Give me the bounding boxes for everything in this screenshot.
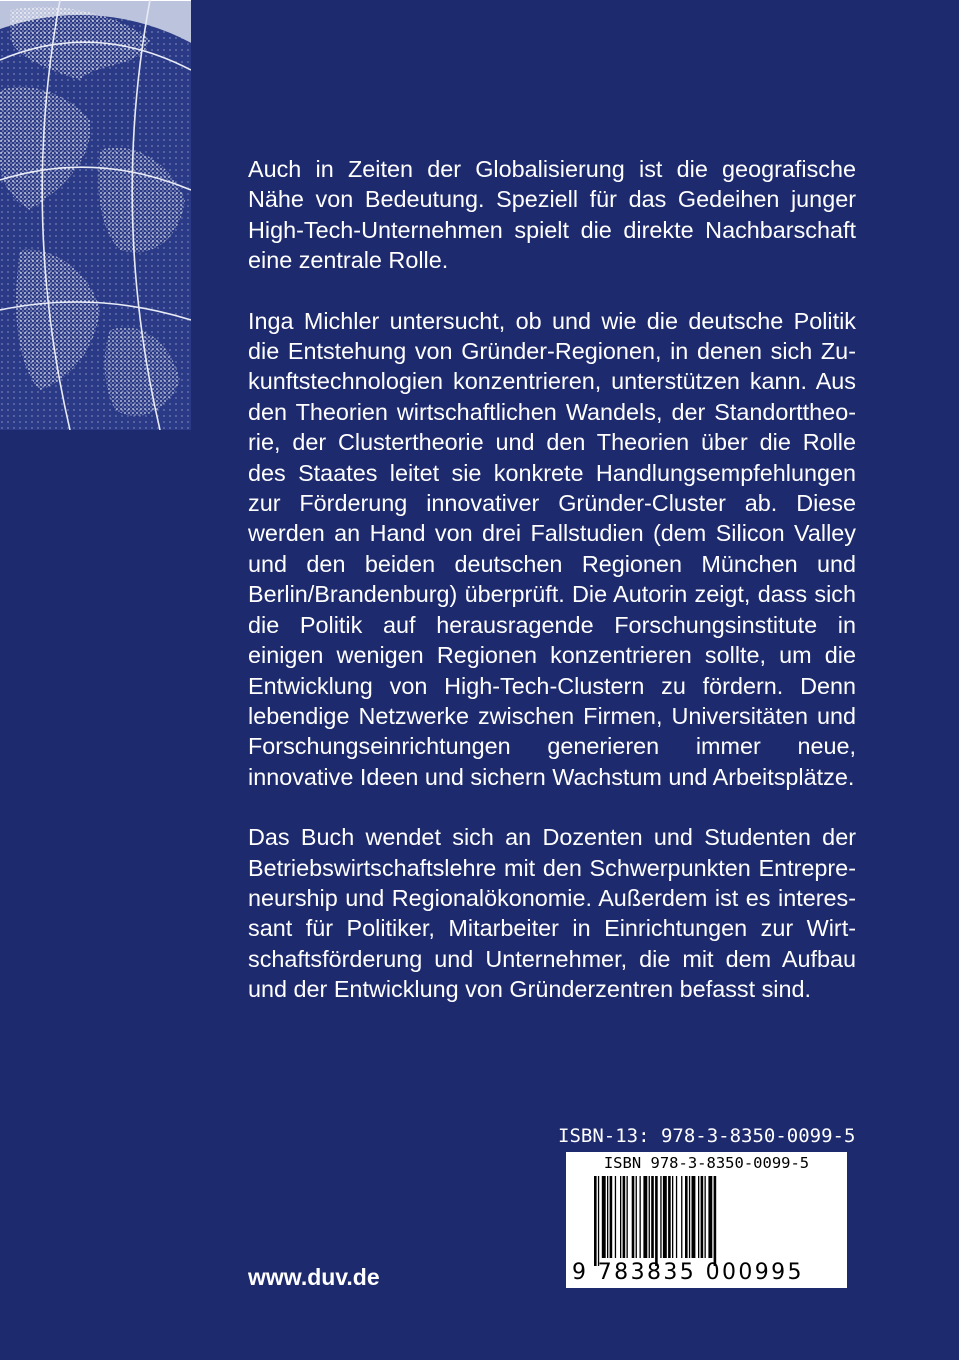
barcode-bar [636,1176,637,1258]
barcode-bar [660,1176,661,1258]
barcode-bar [610,1176,613,1258]
barcode-bar [627,1176,628,1258]
barcode-bar [602,1176,606,1258]
barcode-bar [655,1176,658,1266]
barcode-bar [643,1176,647,1258]
barcode [566,1152,847,1288]
barcode-bar [663,1176,667,1258]
barcode-bar [692,1176,696,1258]
barcode-bar [651,1176,654,1258]
barcode-bar [698,1176,699,1258]
blurb-text [248,154,856,1035]
barcode-bar [708,1176,712,1258]
barcode-bar [620,1176,621,1258]
barcode-bar [672,1176,673,1258]
barcode-bar [705,1176,706,1258]
barcode-bar [632,1176,635,1258]
barcode-bar [685,1176,688,1258]
barcode-bar [681,1176,682,1258]
publisher-url: www.duv.de [248,1264,380,1290]
barcode-bar [689,1176,690,1258]
barcode-bar [676,1176,677,1258]
barcode-bar [594,1176,597,1266]
barcode-bar [607,1176,608,1258]
barcode-bars [594,1176,824,1266]
barcode-digits: 9 783835 000995 [572,1260,804,1285]
barcode-bar [701,1176,704,1258]
barcode-bar [668,1176,671,1258]
blurb-paragraph-3: Das Buch wendet sich an Dozenten und Studenten der Betriebswirtschaftslehre mit den Schwerpunkten Entrepreneurship und Regionalökonomie. Außerdem ist es interessant für Politiker, Mitarbeiter in Einrichtungen zur Wirtschaftsförderung und Unternehmer, die mit dem Aufbau und der Entwicklung von Gründerzentren befasst sind. [248,824,856,1003]
isbn-label: ISBN-13: 978-3-8350-0099-5 [558,1125,856,1147]
barcode-bar [640,1176,641,1258]
barcode-bar [598,1176,599,1266]
barcode-bar [649,1176,650,1258]
blurb-paragraph-2: Inga Michler untersucht, ob und wie die deutsche Politik die Entstehung von Gründer-Regionen, in denen sich Zukunftstechnologien konzentrieren, unterstützen kann. Aus den Theorien wirtschaftlichen Wandels, der Standorttheorie, der Clustertheorie und den Theorien über die Rolle des Staates leitet sie konkrete Handlungsempfehlungen zur Förderung innovativer Gründer-Cluster ab. Diese werden an Hand von drei Fallstudien (dem Silicon Valley und den beiden deutschen Regionen München und Berlin/Brandenburg) überprüft. Die Autorin zeigt, dass sich die Politik auf herausragende Forschungsinstitute in einigen wenigen Regionen konzentrieren sollte, um die Entwicklung von High-Tech-Clustern zu fördern. Denn lebendige Netzwerke zwischen Firmen, Universitäten und Forschungseinrichtungen generieren immer neue, innovative Ideen und sichern Wachstum und Arbeitsplätze. [248,307,856,790]
blurb-paragraph-1: Auch in Zeiten der Globalisierung ist die geografische Nähe von Bedeutung. Speziell für das Gedeihen junger High-Tech-Unternehmen spielt die direkte Nachbarschaft eine zentrale Rolle. [248,156,856,274]
barcode-bar [714,1176,717,1266]
globe-illustration [0,0,191,430]
barcode-bar [615,1176,616,1258]
barcode-bar [623,1176,626,1258]
barcode-isbn-text: ISBN 978-3-8350-0099-5 [603,1154,810,1172]
